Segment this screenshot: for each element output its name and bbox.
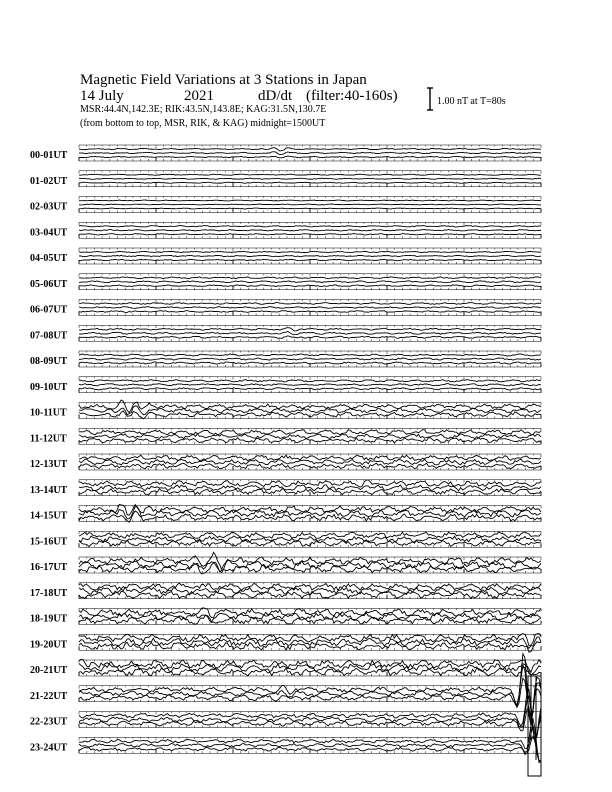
station-trace (79, 174, 541, 175)
station-trace (79, 200, 541, 201)
hour-row (30, 274, 541, 290)
hour-row (30, 300, 541, 316)
station-trace (79, 178, 541, 179)
hour-row-label: 16-17UT (30, 562, 68, 573)
hour-row (30, 454, 541, 470)
station-trace (79, 697, 541, 743)
hour-row (30, 145, 541, 161)
hour-row-label: 14-15UT (30, 510, 68, 522)
stations-info: MSR:44.4N,142.3E; RIK:43.5N,143.8E; KAG:31.5N,130.7E (80, 104, 327, 115)
hour-row (30, 690, 541, 743)
station-trace (79, 358, 541, 360)
station-trace (79, 455, 541, 461)
hour-row-label: 08-09UT (30, 356, 68, 367)
hour-row-label: 01-02UT (30, 175, 68, 187)
filter-label: (filter:40-160s) (306, 88, 398, 104)
station-trace (79, 459, 541, 465)
hour-row (30, 480, 541, 496)
station-trace (79, 332, 541, 335)
date-day: 14 July (80, 88, 124, 104)
station-trace (79, 152, 541, 155)
station-trace (79, 380, 541, 382)
hour-row-label: 12-13UT (30, 459, 68, 470)
station-trace (79, 226, 541, 227)
hour-row-label: 06-07UT (30, 304, 68, 316)
station-trace (79, 230, 541, 231)
date-year: 2021 (184, 88, 214, 104)
hour-row (30, 531, 541, 547)
hour-row (30, 351, 541, 367)
station-trace (79, 281, 541, 283)
hour-row (30, 608, 541, 625)
hour-row-label: 04-05UT (30, 253, 68, 264)
chart-title: Magnetic Field Variations at 3 Stations in Japan (80, 72, 367, 88)
station-trace (79, 148, 541, 151)
hour-row (30, 325, 541, 341)
scale-label: 1.00 nT at T=80s (437, 96, 506, 107)
hour-row-label: 09-10UT (30, 381, 68, 393)
station-trace (79, 726, 541, 761)
quantity-label: dD/dt (258, 88, 293, 104)
hour-row (30, 222, 541, 238)
hour-row-label: 05-06UT (30, 278, 68, 290)
station-trace (79, 204, 541, 205)
hour-row-label: 20-21UT (30, 665, 68, 676)
hour-row (30, 505, 541, 523)
hour-row-label: 18-19UT (30, 613, 68, 625)
hour-row (30, 171, 541, 187)
station-trace (79, 255, 541, 256)
hour-row-label: 11-12UT (30, 433, 67, 445)
hour-row (30, 583, 541, 599)
hour-row (30, 634, 541, 653)
hour-row-label: 21-22UT (30, 690, 68, 702)
station-trace (79, 303, 541, 305)
hour-row-label: 02-03UT (30, 201, 68, 213)
hour-row-label: 13-14UT (30, 484, 68, 496)
hour-row-label: 07-08UT (30, 330, 68, 342)
hour-row (30, 400, 541, 419)
hour-row-label: 22-23UT (30, 716, 68, 728)
hour-row (30, 197, 541, 213)
station-trace (79, 251, 541, 252)
hour-row (30, 659, 541, 676)
hour-row (30, 248, 541, 264)
station-trace (79, 384, 541, 386)
hour-row-label: 19-20UT (30, 639, 68, 651)
order-info: (from bottom to top, MSR, RIK, & KAG) midnight=1500UT (80, 118, 326, 129)
station-trace (79, 307, 541, 309)
station-trace (79, 354, 541, 356)
hour-row-label: 03-04UT (30, 227, 68, 239)
hour-row-label: 00-01UT (30, 150, 68, 161)
hour-row-label: 10-11UT (30, 407, 67, 419)
station-trace (79, 182, 541, 183)
station-trace (79, 362, 541, 364)
station-trace (79, 208, 541, 209)
station-trace (79, 277, 541, 279)
station-trace (79, 434, 541, 439)
hour-row-label: 23-24UT (30, 742, 68, 754)
hour-row-label: 17-18UT (30, 587, 68, 599)
hour-row (30, 428, 541, 444)
hour-row (30, 377, 541, 393)
hour-row-label: 15-16UT (30, 536, 68, 548)
hour-row (30, 552, 541, 574)
